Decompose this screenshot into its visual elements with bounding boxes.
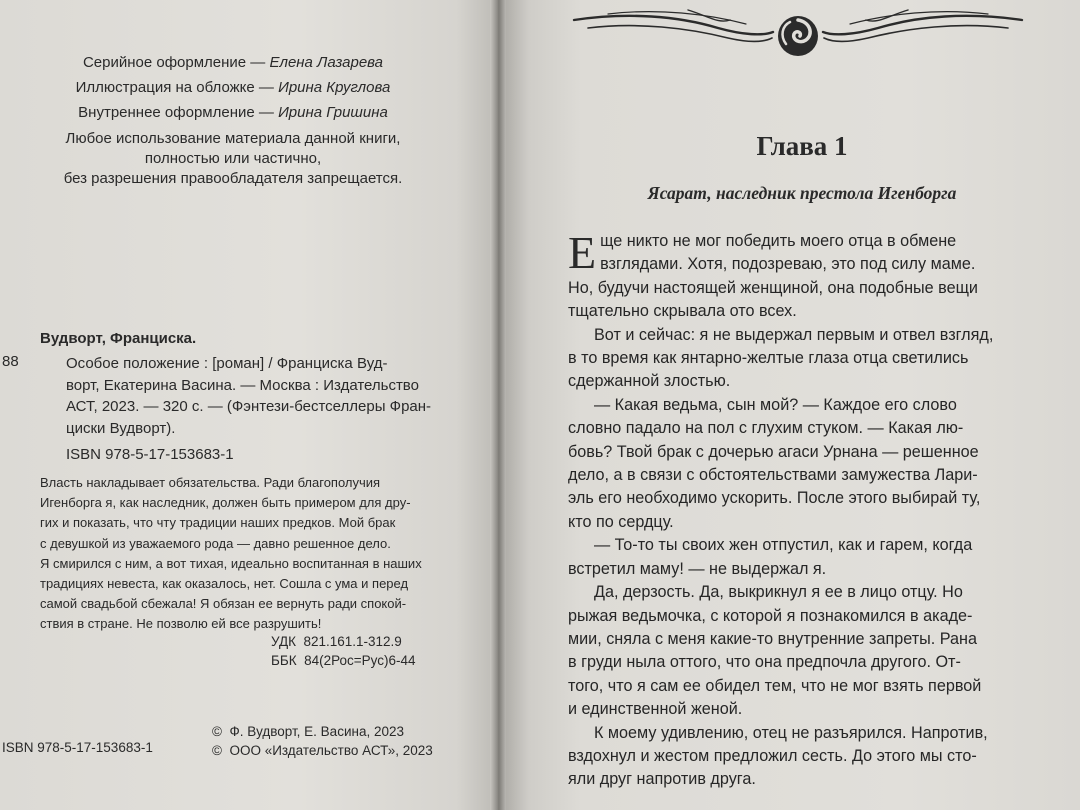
catalog-line: Особое положение : [роман] / Франциска Вуд- bbox=[66, 355, 388, 372]
notice-line: без разрешения правообладателя запрещается. bbox=[63, 170, 403, 187]
isbn-bottom: ISBN 978-5-17-153683-1 bbox=[2, 740, 153, 755]
copyright-line: © ООО «Издательство АСТ», 2023 bbox=[212, 743, 433, 758]
paragraph bbox=[568, 581, 1000, 721]
annotation-line: Я смирился с ним, а вот тихая, идеально воспитанная в наших bbox=[40, 555, 422, 571]
text-line: того, что я сам ее обидел тем, что не мог взять первой bbox=[568, 676, 982, 695]
annotation-line: с девушкой из уважаемого рода — давно решенное дело. bbox=[40, 535, 391, 551]
text-line: словно падало на пол с глухим стуком. — Какая лю- bbox=[568, 419, 964, 438]
text-line: Да, дерзость. Да, выкрикнул я ее в лицо отцу. Но bbox=[594, 583, 963, 602]
text-line: сдержанной злостью. bbox=[568, 372, 731, 391]
credit-line: Внутреннее оформление — Ирина Гришина bbox=[78, 104, 388, 121]
chapter-body bbox=[568, 227, 1000, 792]
text-line: — Какая ведьма, сын мой? — Каждое его слово bbox=[594, 395, 957, 414]
annotation-line: Власть накладывает обязательства. Ради благополучия bbox=[40, 475, 381, 490]
annotation-line: ствия в стране. Не позволю ей все разрушить! bbox=[40, 616, 322, 632]
text-line: Вот и сейчас: я не выдержал первым и отвел взгляд, bbox=[594, 325, 994, 344]
copyright-notice bbox=[40, 129, 426, 189]
text-line: и единственной женой. bbox=[568, 700, 743, 719]
text-line: бовь? Твой брак с дочерью агаси Урнана — решенное bbox=[568, 442, 979, 461]
paragraph bbox=[568, 394, 1000, 534]
catalog-isbn: ISBN 978-5-17-153683-1 bbox=[66, 446, 234, 463]
text-line: встретил маму! — не выдержал я. bbox=[568, 559, 827, 578]
catalog-description bbox=[66, 353, 438, 439]
udk-code: УДК 821.161.1-312.9 bbox=[271, 634, 402, 649]
chapter-ornament bbox=[568, 6, 1028, 62]
bbk-code: ББК 84(2Рос=Рус)6-44 bbox=[271, 653, 416, 668]
text-line: мии, сняла с меня какие-то внутренние запреты. Рана bbox=[568, 629, 977, 648]
catalog-line: ворт, Екатерина Васина. — Москва : Издательство bbox=[66, 376, 419, 394]
text-line: взглядами. Хотя, подозреваю, это под силу маме. bbox=[600, 255, 976, 274]
credits bbox=[40, 50, 426, 125]
text-line: в груди ныла оттого, что она предпочла другого. От- bbox=[568, 653, 961, 672]
copyright-line: © Ф. Вудворт, Е. Васина, 2023 bbox=[212, 724, 404, 739]
text-line: дело, а в связи с обстоятельствами замужества Лари- bbox=[568, 466, 978, 485]
right-page bbox=[500, 0, 1080, 810]
chapter-subtitle: Ясарат, наследник престола Игенборга bbox=[647, 183, 957, 203]
left-page bbox=[0, 0, 496, 810]
text-line: К моему удивлению, отец не разъярился. Напротив, bbox=[594, 723, 988, 742]
drop-cap: Е bbox=[568, 227, 597, 278]
text-line: — То-то ты своих жен отпустил, как и гарем, когда bbox=[594, 536, 973, 555]
text-line: вздохнул и жестом предложил сесть. До этого мы сто- bbox=[568, 746, 977, 765]
notice-line: полностью или частично, bbox=[144, 150, 322, 167]
copyright-lines bbox=[212, 722, 433, 760]
catalog-number: 88 bbox=[2, 353, 19, 370]
catalog-line: циски Вудворт). bbox=[66, 419, 176, 437]
text-line: в то время как янтарно-желтые глаза отца светились bbox=[568, 349, 969, 368]
notice-line: Любое использование материала данной книги, bbox=[65, 130, 401, 147]
annotation-line: традициях невеста, как оказалось, нет. Сошла с ума и перед bbox=[40, 576, 409, 592]
paragraph bbox=[568, 722, 1000, 792]
chapter-title: Глава 1 bbox=[756, 131, 848, 161]
text-line: эль его необходимо ускорить. После этого выбирай ту, bbox=[568, 489, 981, 508]
text-line: тщательно скрывала ото всех. bbox=[568, 302, 797, 321]
catalog-author: Вудворт, Франциска. bbox=[40, 330, 197, 347]
paragraph bbox=[568, 324, 1000, 394]
paragraph bbox=[568, 534, 1000, 581]
credit-line: Иллюстрация на обложке — Ирина Круглова bbox=[75, 79, 391, 96]
paragraph bbox=[568, 227, 1000, 324]
annotation-line: Игенборга я, как наследник, должен быть примером для дру- bbox=[40, 495, 411, 511]
annotation-line: гих и показать, что чту традиции наших предков. Мой брак bbox=[40, 515, 396, 531]
classification bbox=[271, 632, 416, 670]
book-gutter bbox=[490, 0, 506, 810]
text-line: рыжая ведьмочка, с которой я познакомился в акаде- bbox=[568, 606, 973, 625]
credit-line: Серийное оформление — Елена Лазарева bbox=[82, 54, 384, 71]
text-line: ще никто не мог победить моего отца в обмене bbox=[600, 232, 957, 250]
annotation bbox=[40, 473, 438, 635]
text-line: яли друг напротив друга. bbox=[568, 770, 756, 789]
catalog-line: АСТ, 2023. — 320 с. — (Фэнтези-бестселлеры Фран- bbox=[66, 398, 432, 415]
text-line: Но, будучи настоящей женщиной, она подобные вещи bbox=[568, 278, 978, 297]
text-line: кто по сердцу. bbox=[568, 512, 674, 531]
annotation-line: самой свадьбой сбежала! Я обязан ее вернуть ради спокой- bbox=[40, 596, 407, 612]
